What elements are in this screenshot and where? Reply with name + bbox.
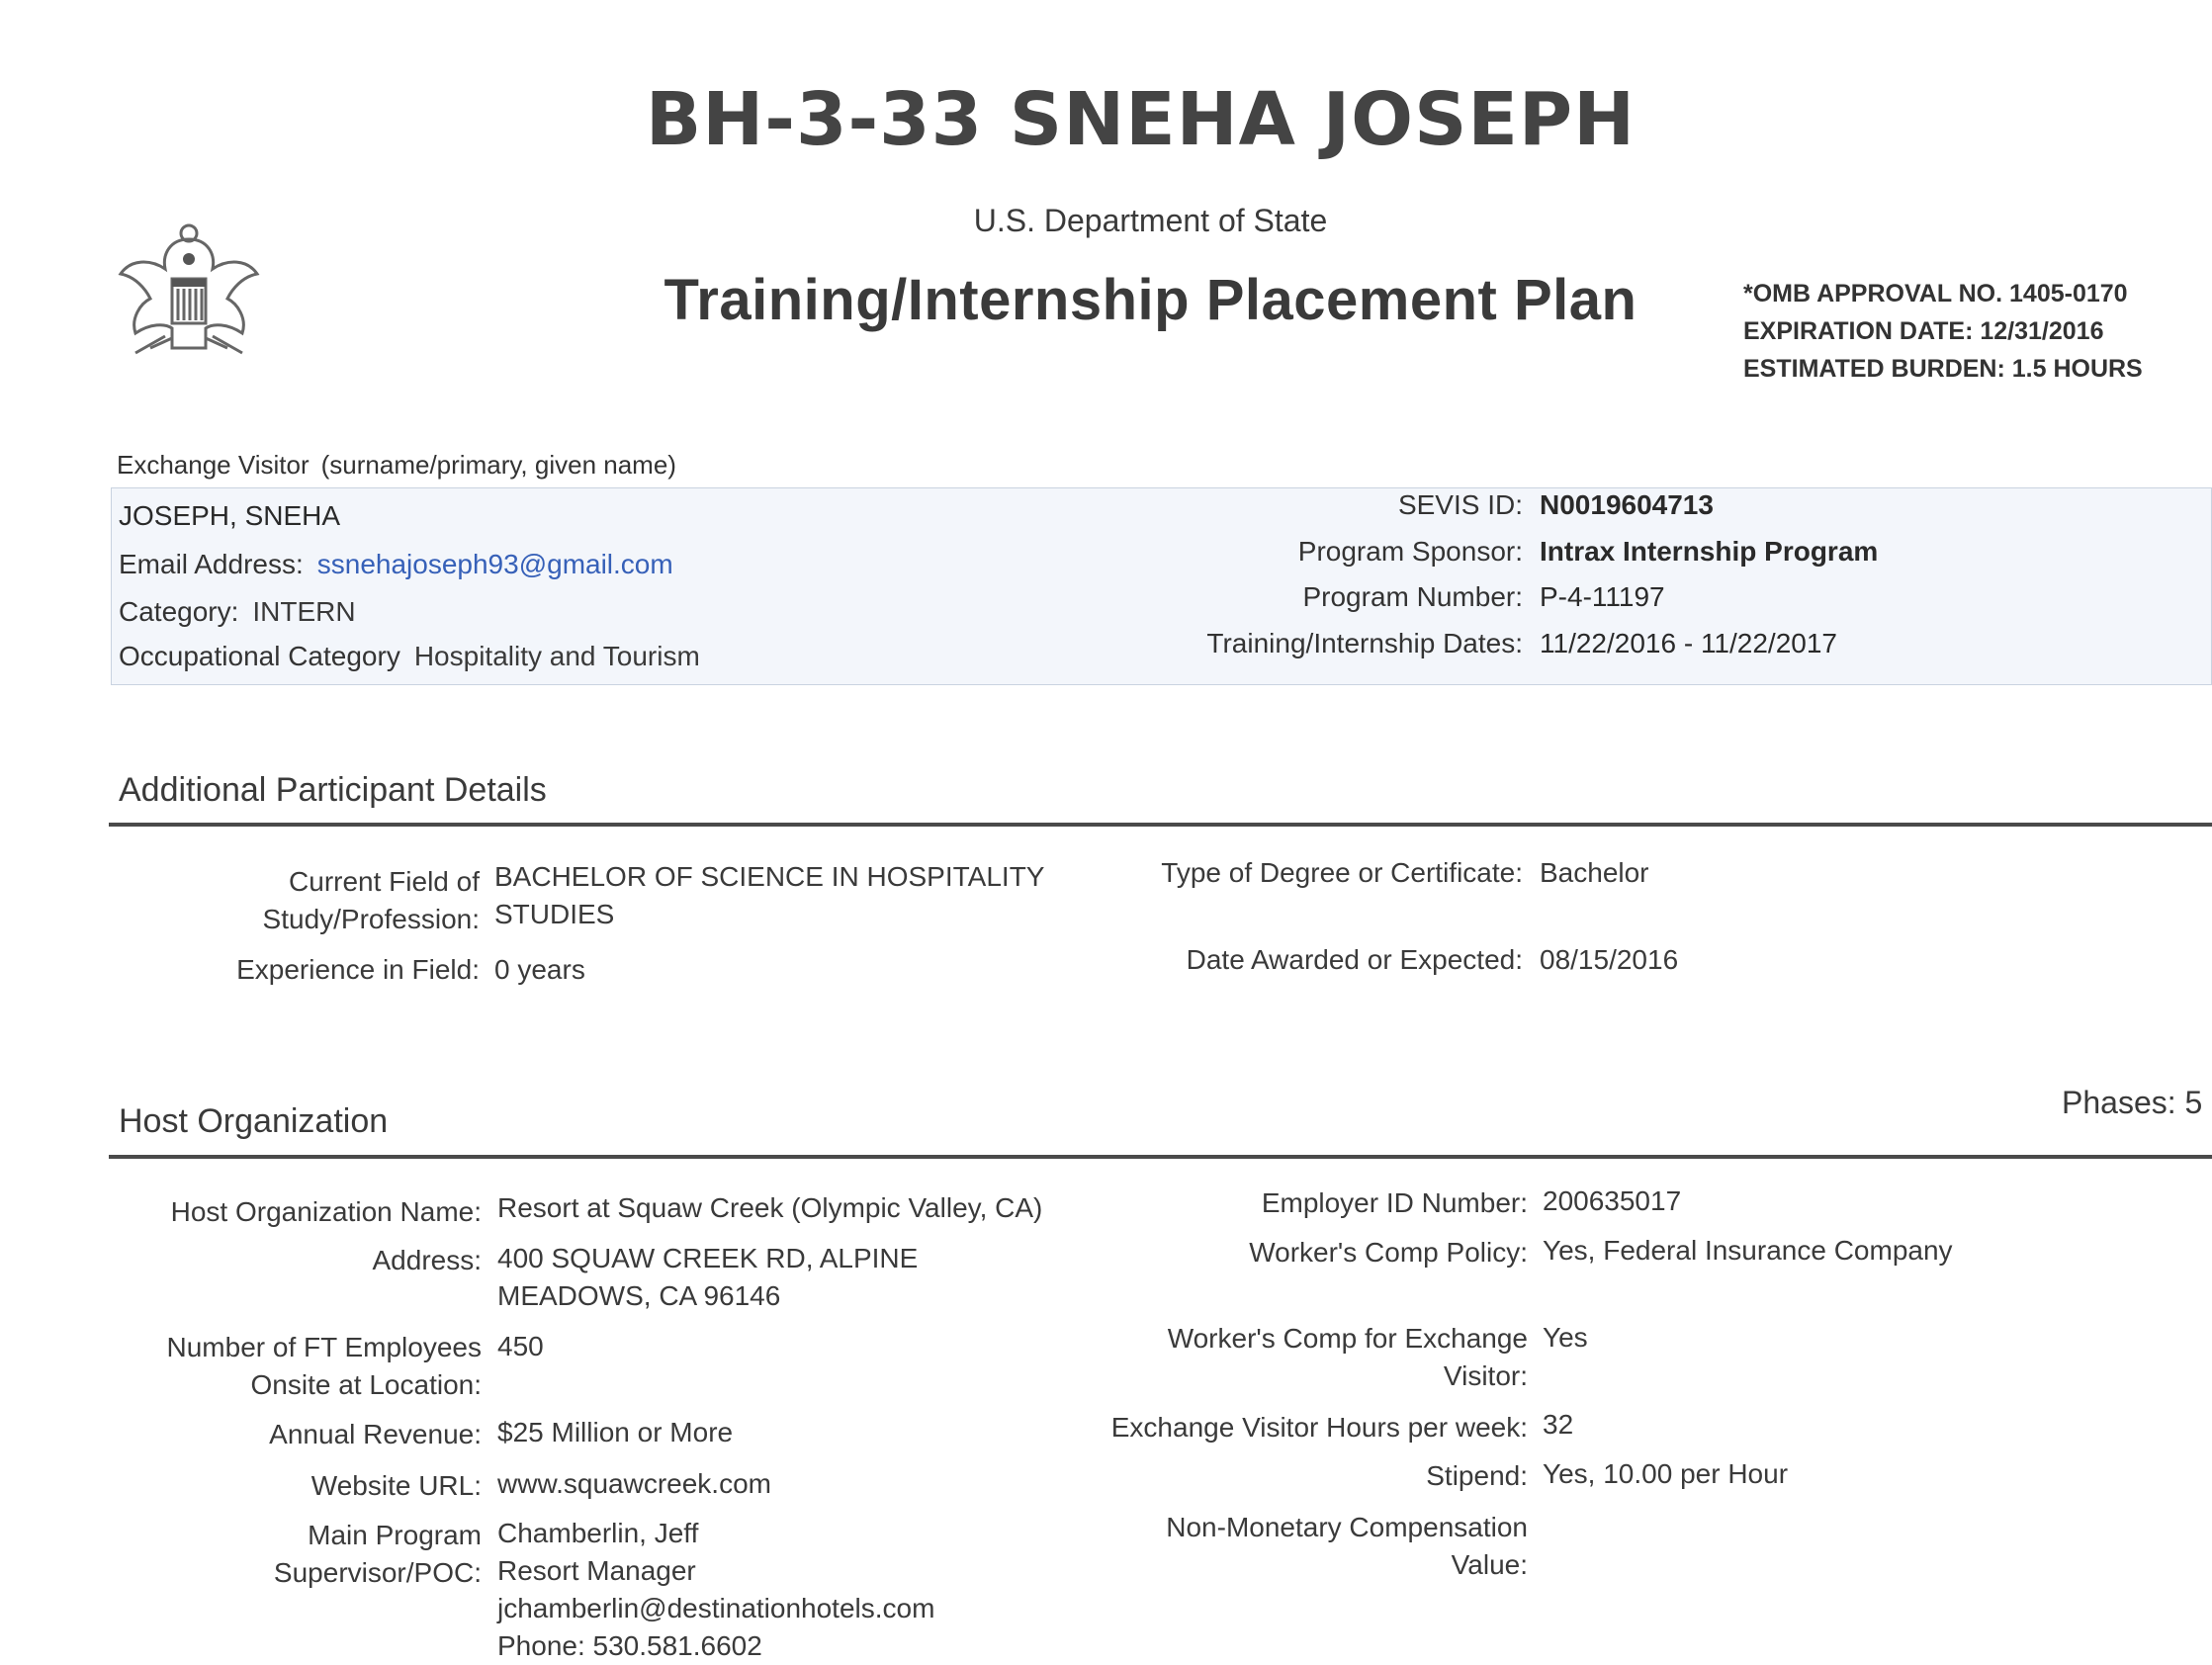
host-name-value: Resort at Squaw Creek (Olympic Valley, CA) xyxy=(497,1192,1043,1223)
hours-label: Exchange Visitor Hours per week: xyxy=(1110,1412,1528,1443)
omb-burden: ESTIMATED BURDEN: 1.5 HOURS xyxy=(1743,355,2143,383)
comp-policy-label: Worker's Comp Policy: xyxy=(1249,1237,1528,1268)
address-line2: MEADOWS, CA 96146 xyxy=(497,1280,781,1311)
date-awarded-value: 08/15/2016 xyxy=(1540,944,1679,975)
revenue-label: Annual Revenue: xyxy=(269,1419,482,1449)
address-line1: 400 SQUAW CREEK RD, ALPINE xyxy=(497,1243,919,1273)
email-label: Email Address: xyxy=(119,549,304,579)
phases-count: Phases: 5 xyxy=(2062,1085,2203,1120)
comp-ev-label-line1: Worker's Comp for Exchange xyxy=(1167,1323,1528,1354)
employees-value: 450 xyxy=(497,1331,544,1361)
employees-label-line2: Onsite at Location: xyxy=(250,1369,482,1400)
comp-policy-value: Yes, Federal Insurance Company xyxy=(1543,1235,1953,1266)
address-label: Address: xyxy=(372,1245,482,1275)
category-value: INTERN xyxy=(252,596,356,627)
date-awarded-label: Date Awarded or Expected: xyxy=(1186,944,1523,975)
sponsor-label: Program Sponsor: xyxy=(1297,536,1523,567)
employees-label-line1: Number of FT Employees xyxy=(166,1332,482,1362)
occupational-value: Hospitality and Tourism xyxy=(413,641,700,671)
email-row xyxy=(119,546,673,583)
sevis-value: N0019604713 xyxy=(1540,489,1714,520)
omb-expiration: EXPIRATION DATE: 12/31/2016 xyxy=(1743,317,2104,345)
omb-approval: *OMB APPROVAL NO. 1405-0170 xyxy=(1743,280,2128,307)
field-of-study-value-line1: BACHELOR OF SCIENCE IN HOSPITALITY xyxy=(494,861,1045,892)
non-monetary-label-line2: Value: xyxy=(1451,1549,1528,1580)
field-of-study-value xyxy=(494,858,1044,933)
website-label: Website URL: xyxy=(310,1470,482,1501)
stipend-label: Stipend: xyxy=(1426,1460,1528,1491)
comp-ev-label xyxy=(989,1320,1528,1395)
field-of-study-label-line1: Current Field of xyxy=(289,866,480,897)
supervisor-label-line2: Supervisor/POC: xyxy=(273,1557,482,1588)
supervisor-name: Chamberlin, Jeff xyxy=(497,1518,699,1548)
omb-info xyxy=(1743,275,2143,388)
category-row xyxy=(119,593,356,631)
exchange-visitor-heading: Exchange Visitor xyxy=(117,450,310,480)
host-section-divider xyxy=(109,1155,2212,1159)
occupational-row xyxy=(119,638,700,675)
employer-id-label: Employer ID Number: xyxy=(1261,1187,1528,1218)
field-of-study-label-line2: Study/Profession: xyxy=(262,904,480,934)
program-number-value: P-4-11197 xyxy=(1540,581,1665,612)
supervisor-email[interactable]: jchamberlin@destinationhotels.com xyxy=(497,1593,935,1623)
supervisor-label-line1: Main Program xyxy=(308,1520,482,1550)
address-value xyxy=(497,1240,918,1315)
experience-value: 0 years xyxy=(494,954,585,985)
visitor-name: JOSEPH, SNEHA xyxy=(119,500,341,531)
form-title: Training/Internship Placement Plan xyxy=(664,268,1637,332)
participant-section-divider xyxy=(109,823,2212,827)
website-link[interactable]: www.squawcreek.com xyxy=(497,1468,771,1499)
experience-label: Experience in Field: xyxy=(236,954,480,985)
field-of-study-value-line2: STUDIES xyxy=(494,899,615,929)
degree-value: Bachelor xyxy=(1540,857,1649,888)
supervisor-phone: Phone: 530.581.6602 xyxy=(497,1630,762,1661)
stipend-value: Yes, 10.00 per Hour xyxy=(1543,1458,1789,1489)
sevis-label: SEVIS ID: xyxy=(1397,489,1523,520)
comp-ev-value: Yes xyxy=(1543,1322,1588,1353)
department-name: U.S. Department of State xyxy=(973,203,1328,238)
sponsor-value: Intrax Internship Program xyxy=(1540,536,1879,567)
email-link[interactable]: ssnehajoseph93@gmail.com xyxy=(316,549,673,579)
hours-value: 32 xyxy=(1543,1409,1574,1440)
category-label: Category: xyxy=(119,596,239,627)
exchange-visitor-label xyxy=(117,450,676,481)
supervisor-value xyxy=(497,1515,934,1665)
program-number-label: Program Number: xyxy=(1302,581,1523,612)
occupational-label: Occupational Category xyxy=(119,641,400,671)
field-of-study-label xyxy=(138,863,480,938)
dates-value: 11/22/2016 - 11/22/2017 xyxy=(1540,628,1837,658)
exchange-visitor-hint: (surname/primary, given name) xyxy=(320,450,676,480)
supervisor-label xyxy=(119,1517,482,1592)
employees-label xyxy=(119,1329,482,1404)
non-monetary-label xyxy=(989,1509,1528,1584)
host-section-title: Host Organization xyxy=(119,1102,389,1140)
employer-id-value: 200635017 xyxy=(1543,1185,1682,1216)
non-monetary-label-line1: Non-Monetary Compensation xyxy=(1166,1512,1528,1542)
host-name-label: Host Organization Name: xyxy=(170,1196,482,1227)
supervisor-title: Resort Manager xyxy=(497,1555,696,1586)
participant-section-title: Additional Participant Details xyxy=(119,771,547,809)
dates-label: Training/Internship Dates: xyxy=(1206,628,1523,658)
degree-label: Type of Degree or Certificate: xyxy=(1161,857,1523,888)
comp-ev-label-line2: Visitor: xyxy=(1443,1360,1528,1391)
revenue-value: $25 Million or More xyxy=(497,1417,734,1447)
document-stamp: BH-3-33 SNEHA JOSEPH xyxy=(645,77,1637,162)
